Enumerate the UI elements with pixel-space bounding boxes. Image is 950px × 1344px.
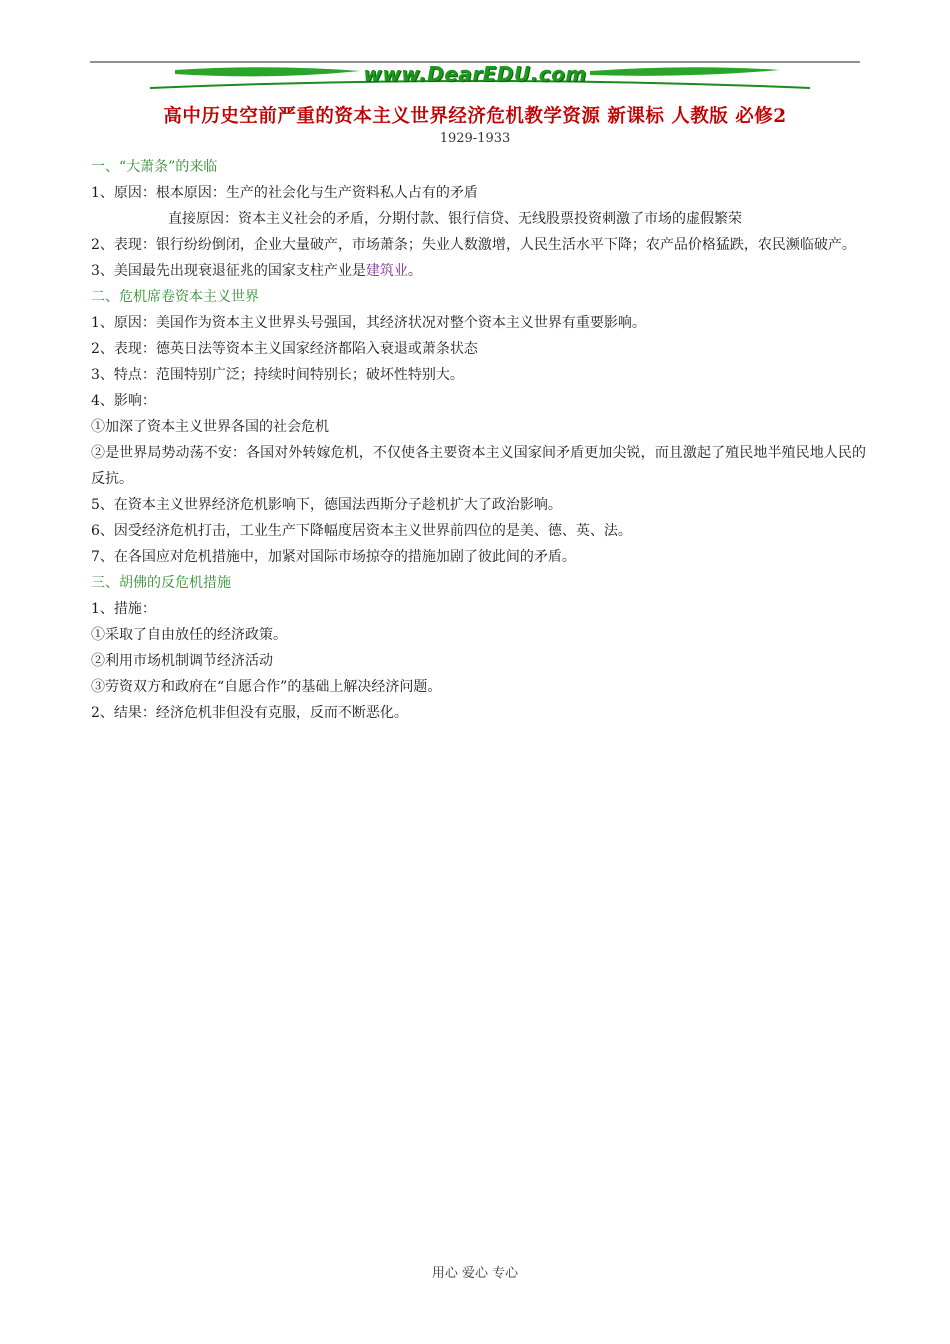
paragraph: 1、措施： [91,601,156,617]
paragraph: 直接原因：资本主义社会的矛盾，分期付款、银行信贷、无线股票投资刺激了市场的虚假繁荣 [168,211,742,227]
page-title: 高中历史空前严重的资本主义世界经济危机教学资源 新课标 人教版 必修2 [163,106,787,127]
paragraph: ①加深了资本主义世界各国的社会危机 [91,419,329,435]
section-heading: 一、“大萧条”的来临 [91,159,218,175]
section-heading: 二、危机席卷资本主义世界 [91,289,259,305]
paragraph: ①采取了自由放任的经济政策。 [91,627,287,643]
paragraph [91,258,866,284]
paragraph: 2、表现：德英日法等资本主义国家经济都陷入衰退或萧条状态 [91,341,478,357]
paragraph: 1、原因：美国作为资本主义世界头号强国，其经济状况对整个资本主义世界有重要影响。 [91,315,646,331]
paragraph: 3、特点：范围特别广泛；持续时间特别长；破坏性特别大。 [91,367,464,383]
logo-text: www.DearEDU.com [363,62,587,86]
paragraph: 7、在各国应对危机措施中，加紧对国际市场掠夺的措施加剧了彼此间的矛盾。 [91,549,576,565]
highlighted-term: 建筑业 [365,263,408,279]
page-footer: 用心 爱心 专心 [431,1266,519,1281]
section-heading: 三、胡佛的反危机措施 [91,575,231,591]
page-subtitle: 1929-1933 [439,131,511,146]
paragraph: 2、结果：经济危机非但没有克服，反而不断恶化。 [91,705,408,721]
paragraph: 6、因受经济危机打击，工业生产下降幅度居资本主义世界前四位的是美、德、英、法。 [91,523,632,539]
paragraph: 4、影响： [91,393,156,409]
paragraph: 2、表现：银行纷纷倒闭，企业大量破产，市场萧条；失业人数激增，人民生活水平下降；农产品价格猛跌，农民濒临破产。 [91,237,856,253]
paragraph: ②是世界局势动荡不安：各国对外转嫁危机，不仅使各主要资本主义国家间矛盾更加尖锐，而且激起了殖民地半殖民地人民的反抗。 [91,445,866,487]
paragraph: ③劳资双方和政府在“自愿合作”的基础上解决经济问题。 [91,679,442,695]
paragraph: 1、原因：根本原因：生产的社会化与生产资料私人占有的矛盾 [91,185,478,201]
paragraph: 5、在资本主义世界经济危机影响下，德国法西斯分子趁机扩大了政治影响。 [91,497,562,513]
paragraph-text: 3、美国最先出现衰退征兆的国家支柱产业是 [91,263,366,279]
document-body [91,154,866,726]
site-header-logo [90,58,860,92]
paragraph-punctuation: 。 [407,263,422,279]
paragraph: ②利用市场机制调节经济活动 [91,653,273,669]
